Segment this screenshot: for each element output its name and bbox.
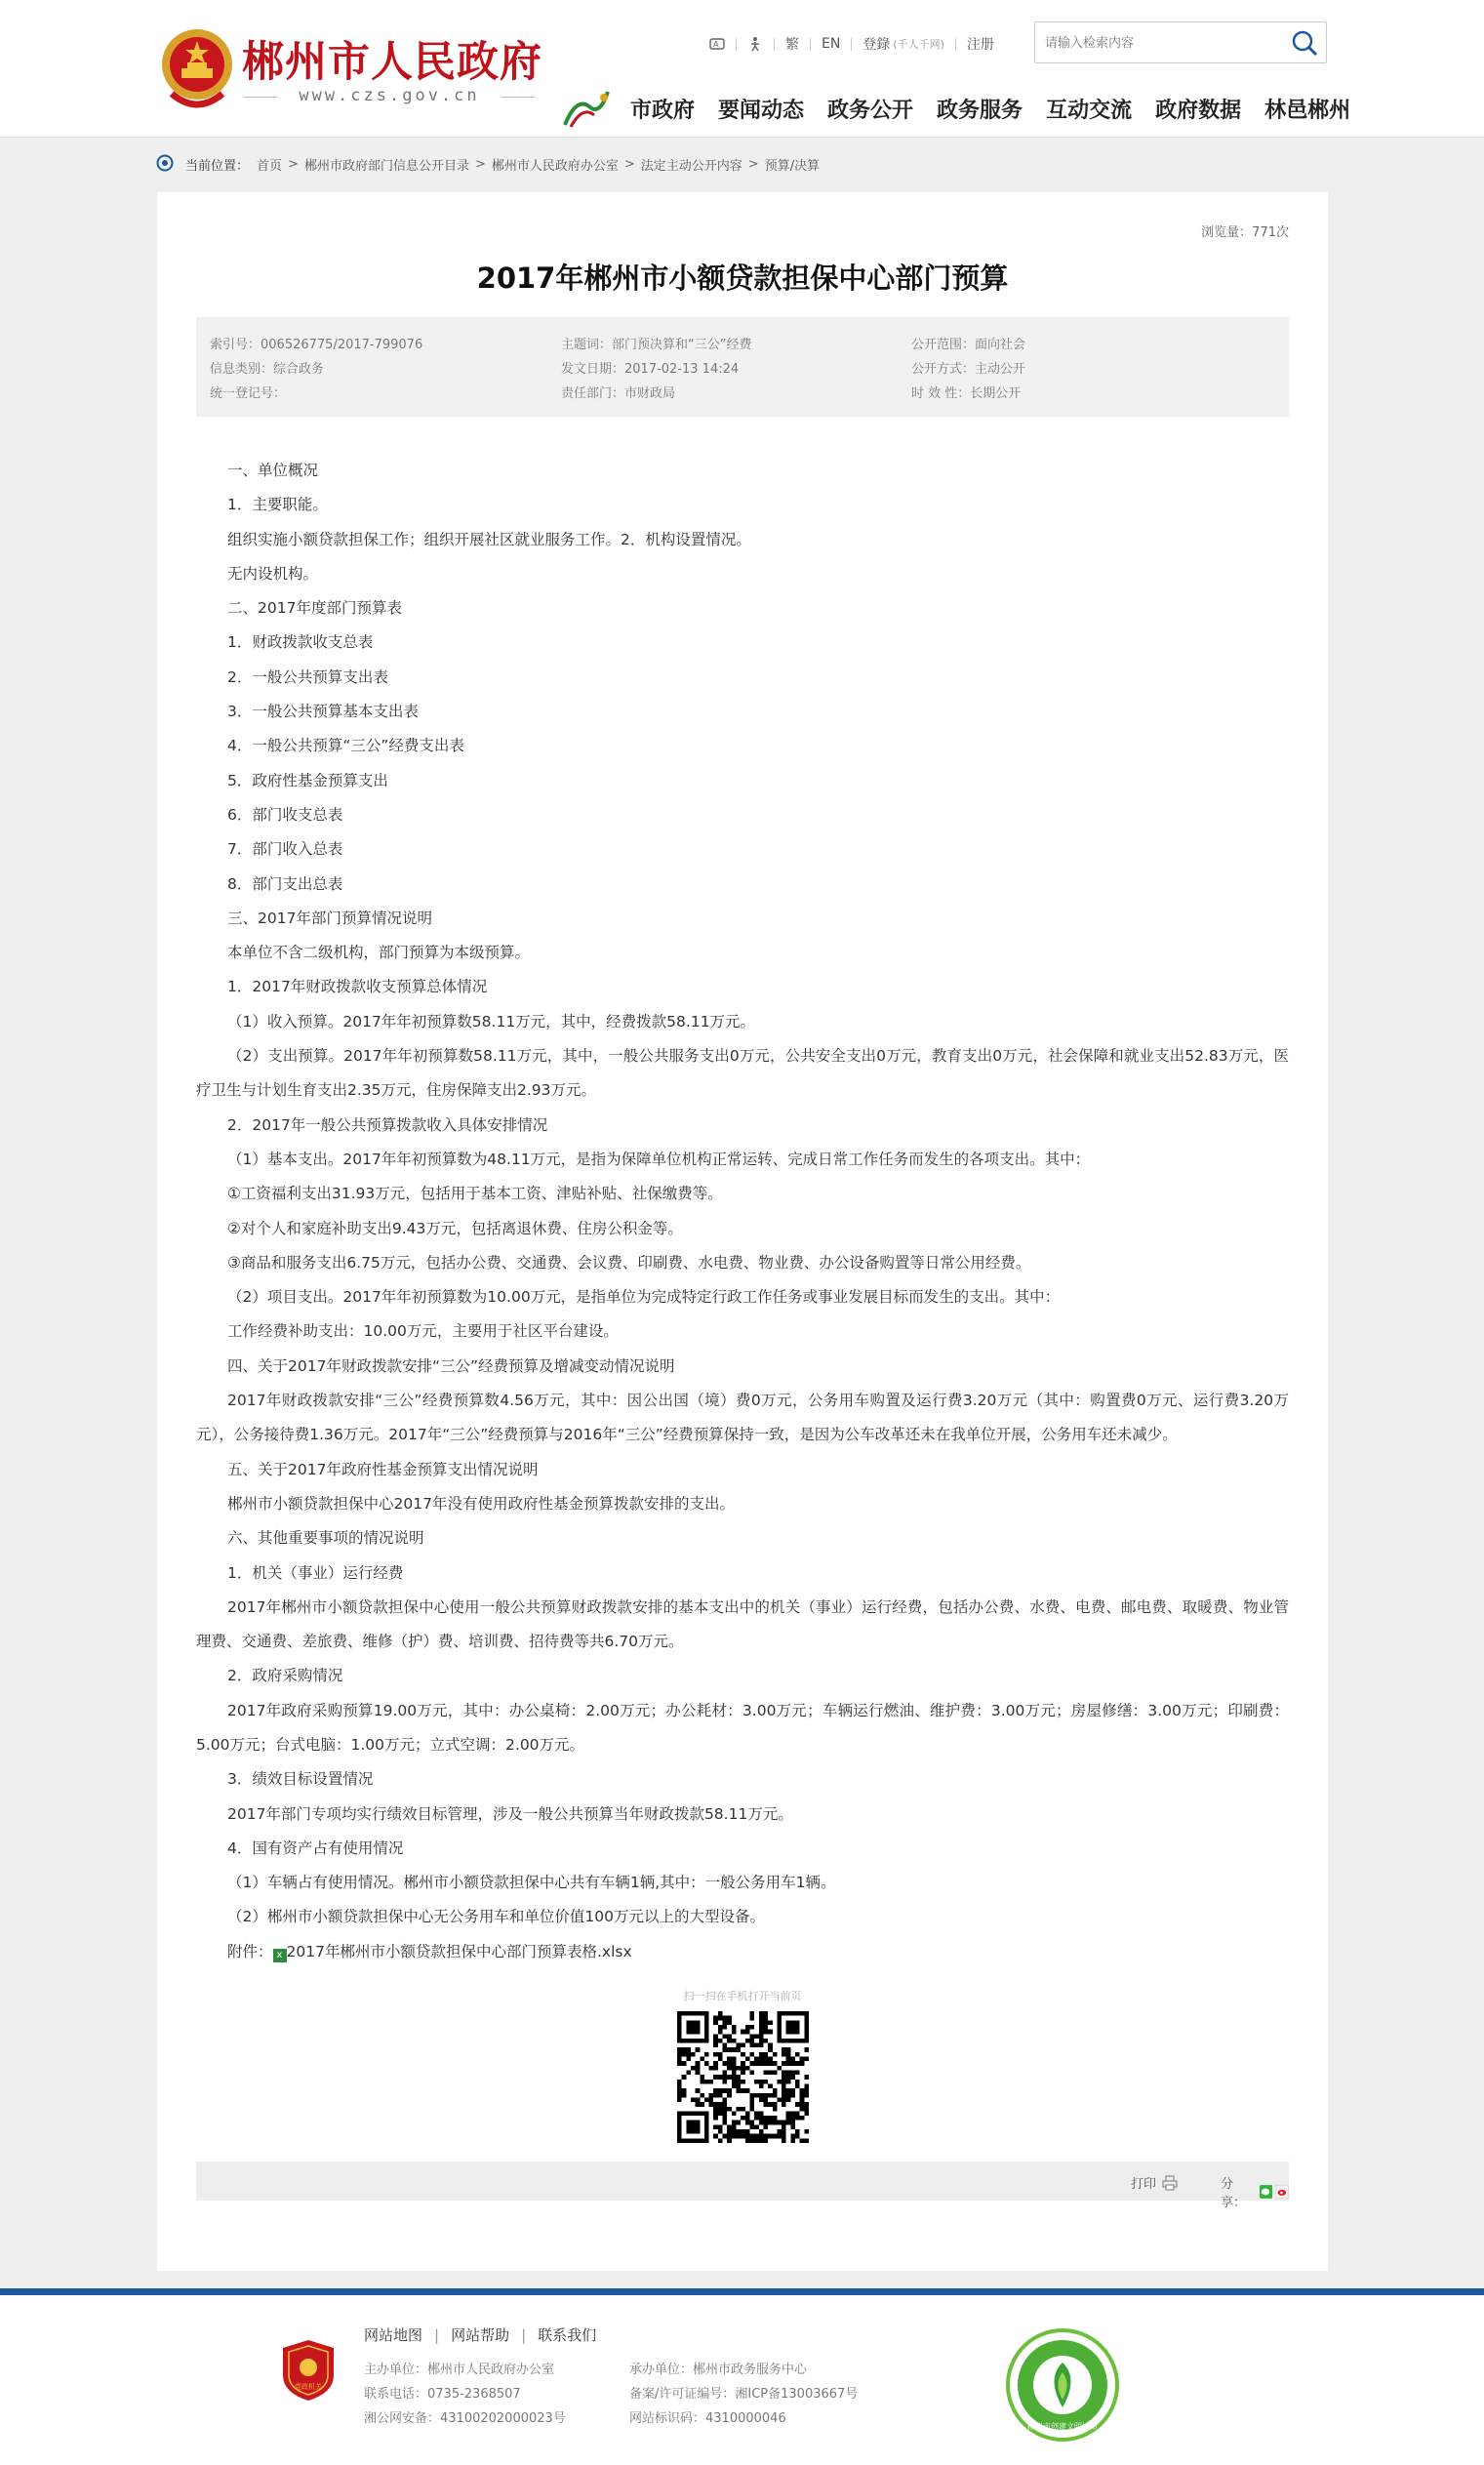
document-metadata bbox=[196, 317, 1289, 417]
body-paragraph: 4．国有资产占有使用情况 bbox=[227, 1839, 404, 1857]
toolbar-divider bbox=[810, 38, 811, 51]
body-paragraph: 4．一般公共预算“三公”经费支出表 bbox=[227, 737, 464, 755]
location-pin-icon bbox=[156, 154, 174, 174]
meta-method: 公开方式：主动公开 bbox=[911, 362, 1026, 377]
body-paragraph: 五、关于2017年政府性基金预算支出情况说明 bbox=[227, 1460, 539, 1478]
body-paragraph: （1）收入预算。2017年年初预算数58.11万元，其中，经费拨款58.11万元。 bbox=[227, 1012, 756, 1030]
breadcrumb-item-home[interactable]: 首页 bbox=[257, 158, 283, 174]
breadcrumb-separator: > bbox=[747, 156, 759, 172]
footer-link-contact[interactable]: 联系我们 bbox=[538, 2326, 597, 2344]
page-title: 2017年郴州市小额贷款担保中心部门预算 bbox=[476, 262, 1009, 295]
body-paragraph: 2017年财政拨款安排“三公”经费预算数4.56万元，其中：因公出国（境）费0万元，公务用车购置及运行费3.20万元（其中：购置费0万元、运行费3.20万元），公务接待费1.36万元。2017年“三公”经费预算与2016年“三公”经费预算保持一致，是因为公车改革还未在我单位开展，公务用车还未减少。 bbox=[196, 1392, 1289, 1444]
nav-item-government[interactable]: 市政府 bbox=[630, 99, 696, 123]
body-paragraph: 2．2017年一般公共预算拨款收入具体安排情况 bbox=[227, 1115, 548, 1134]
breadcrumb-item-statutory[interactable]: 法定主动公开内容 bbox=[640, 158, 742, 174]
site-title[interactable]: 郴州市人民政府 bbox=[242, 38, 542, 87]
share-group bbox=[1221, 2173, 1289, 2210]
site-header bbox=[0, 0, 1484, 138]
meta-department: 责任部门：市财政局 bbox=[561, 386, 676, 401]
body-paragraph: 3．一般公共预算基本支出表 bbox=[227, 703, 419, 721]
meta-scope: 公开范围：面向社会 bbox=[911, 338, 1026, 352]
nav-item-linyi[interactable]: 林邑郴州 bbox=[1264, 99, 1351, 123]
body-paragraph: ①工资福利支出31.93万元，包括用于基本工资、津贴补贴、社保缴费等。 bbox=[227, 1185, 723, 1203]
body-paragraph: 一、单位概况 bbox=[227, 462, 319, 479]
footer-link-sitemap[interactable]: 网站地图 bbox=[364, 2326, 423, 2344]
body-paragraph: ②对个人和家庭补助支出9.43万元，包括离退休费、住房公积金等。 bbox=[227, 1219, 683, 1237]
meta-subject: 主题词：部门预决算和“三公”经费 bbox=[561, 338, 752, 352]
toolbar-divider bbox=[955, 38, 956, 51]
body-paragraph: 三、2017年部门预算情况说明 bbox=[227, 909, 432, 927]
weibo-icon[interactable] bbox=[1275, 2184, 1289, 2200]
toolbar-divider bbox=[774, 38, 775, 51]
accessibility-icon[interactable] bbox=[709, 36, 725, 52]
qr-code bbox=[677, 2011, 809, 2143]
search-icon[interactable] bbox=[1291, 29, 1318, 57]
nav-item-disclosure[interactable]: 政务公开 bbox=[827, 99, 914, 123]
body-paragraph: 组织实施小额贷款担保工作；组织开展社区就业服务工作。2．机构设置情况。 bbox=[227, 530, 751, 548]
login-link[interactable]: 登錄 bbox=[862, 37, 891, 53]
body-paragraph: 2017年政府采购预算19.00万元，其中：办公桌椅：2.00万元；办公耗材：3.00万元；车辆运行燃油、维护费：3.00万元；房屋修缮：3.00万元；印刷费：5.00万元；台式电脑：1.00万元；立式空调：2.00万元。 bbox=[196, 1701, 1289, 1754]
body-paragraph: 3．绩效目标设置情况 bbox=[227, 1770, 374, 1789]
breadcrumb-item-budget[interactable]: 预算/决算 bbox=[764, 158, 821, 174]
body-paragraph: 2．政府采购情况 bbox=[227, 1667, 343, 1685]
site-footer bbox=[0, 2288, 1484, 2465]
nav-item-interaction[interactable]: 互动交流 bbox=[1046, 99, 1133, 123]
breadcrumb-separator: > bbox=[288, 156, 299, 172]
footer-link-divider: | bbox=[521, 2326, 527, 2344]
article-panel bbox=[157, 192, 1328, 2271]
body-paragraph: （2）支出预算。2017年年初预算数58.11万元，其中，一般公共服务支出0万元，公共安全支出0万元，教育支出0万元，社会保障和就业支出52.83万元，医疗卫生与计划生育支出2.35万元，住房保障支出2.93万元。 bbox=[196, 1047, 1289, 1100]
body-paragraph: ③商品和服务支出6.75万元，包括办公费、交通费、会议费、印刷费、水电费、物业费、办公设备购置等日常公用经费。 bbox=[227, 1253, 1031, 1272]
body-paragraph: 无内设机构。 bbox=[227, 564, 319, 583]
article-body bbox=[196, 454, 1289, 1969]
toolbar-divider bbox=[851, 38, 852, 51]
body-paragraph: 工作经费补助支出：10.00万元，主要用于社区平台建设。 bbox=[227, 1322, 619, 1341]
footer-organizer: 承办单位：郴州市政务服务中心 bbox=[629, 2363, 808, 2377]
body-paragraph: 二、2017年度部门预算表 bbox=[227, 599, 402, 618]
breadcrumb-item-office[interactable]: 郴州市人民政府办公室 bbox=[491, 158, 619, 174]
print-label: 打印 bbox=[1131, 2177, 1157, 2192]
search-box bbox=[1034, 21, 1327, 63]
print-button[interactable] bbox=[1131, 2173, 1178, 2192]
footer-site-code: 网站标识码：4310000046 bbox=[629, 2411, 786, 2426]
attachment-link[interactable]: 2017年郴州市小额贷款担保中心部门预算表格.xlsx bbox=[286, 1942, 632, 1960]
body-paragraph: （2）项目支出。2017年年初预算数为10.00万元，是指单位为完成特定行政工作任务或事业发展目标而发生的支出。其中： bbox=[227, 1288, 1061, 1307]
toolbar-divider bbox=[736, 38, 737, 51]
body-paragraph: 郴州市小额贷款担保中心2017年没有使用政府性基金预算拨款安排的支出。 bbox=[227, 1494, 735, 1513]
nav-item-services[interactable]: 政务服务 bbox=[937, 99, 1023, 123]
printer-icon bbox=[1162, 2175, 1178, 2191]
article-actions bbox=[196, 2162, 1289, 2210]
city-logo-icon bbox=[561, 86, 612, 131]
search-input[interactable] bbox=[1045, 31, 1269, 55]
footer-police[interactable]: 湘公网安备：43100202000023号 bbox=[364, 2411, 566, 2426]
national-emblem-icon bbox=[158, 25, 236, 109]
excel-file-icon: x bbox=[273, 1949, 287, 1962]
meta-validity: 时 效 性：长期公开 bbox=[911, 386, 1022, 401]
svg-text:A: A bbox=[713, 40, 719, 49]
body-paragraph: （1）车辆占有使用情况。郴州市小额贷款担保中心共有车辆1辆,其中：一般公务用车1辆。 bbox=[227, 1874, 836, 1892]
body-paragraph: 1．2017年财政拨款收支预算总体情况 bbox=[227, 978, 488, 996]
breadcrumb-item-catalog[interactable]: 郴州市政府部门信息公开目录 bbox=[303, 158, 469, 174]
body-paragraph: 2017年郴州市小额贷款担保中心使用一般公共预算财政拨款安排的基本支出中的机关（事业）运行经费，包括办公费、水费、电费、邮电费、取暖费、物业管理费、交通费、差旅费、维修（护）费、培训费、招待费等共6.70万元。 bbox=[196, 1597, 1289, 1651]
nav-item-news[interactable]: 要闻动态 bbox=[718, 99, 805, 123]
register-link[interactable]: 注册 bbox=[966, 37, 994, 53]
wechat-icon[interactable] bbox=[1260, 2184, 1273, 2200]
top-toolbar bbox=[709, 33, 994, 55]
meta-issue-date: 发文日期：2017-02-13 14:24 bbox=[561, 362, 740, 377]
view-count: 浏览量：771次 bbox=[1201, 225, 1289, 240]
body-paragraph: 6．部门收支总表 bbox=[227, 805, 343, 824]
body-paragraph: 四、关于2017年财政拨款安排“三公”经费预算及增减变动情况说明 bbox=[227, 1356, 675, 1375]
body-paragraph: 1．机关（事业）运行经费 bbox=[227, 1563, 404, 1582]
body-paragraph: 六、其他重要事项的情况说明 bbox=[227, 1529, 424, 1548]
body-paragraph: 8．部门支出总表 bbox=[227, 874, 343, 893]
elder-mode-icon[interactable] bbox=[747, 36, 763, 52]
login-note: (千人千网) bbox=[893, 38, 944, 51]
footer-info bbox=[364, 2358, 858, 2431]
breadcrumb-separator: > bbox=[623, 156, 635, 172]
civ-badge-text: 郴州市创建文明城市 bbox=[1027, 2422, 1098, 2431]
attachment-label: 附件： bbox=[227, 1942, 273, 1960]
footer-link-help[interactable]: 网站帮助 bbox=[451, 2326, 510, 2344]
body-paragraph: 本单位不含二级机构，部门预算为本级预算。 bbox=[227, 944, 531, 962]
main-nav bbox=[630, 94, 1350, 124]
breadcrumb-label: 当前位置： bbox=[185, 158, 250, 174]
meta-unified-no: 统一登记号： bbox=[210, 386, 287, 401]
meta-info-category: 信息类别：综合政务 bbox=[210, 362, 325, 377]
traditional-chinese-link[interactable]: 繁 bbox=[785, 37, 799, 53]
gov-agency-badge-icon[interactable] bbox=[281, 2338, 336, 2403]
qr-caption: 扫一扫在手机打开当前页 bbox=[683, 1990, 802, 2002]
nav-item-data[interactable]: 政府数据 bbox=[1155, 99, 1242, 123]
english-link[interactable]: EN bbox=[822, 36, 841, 52]
footer-links bbox=[364, 2324, 596, 2345]
footer-phone: 联系电话：0735-2368507 bbox=[364, 2387, 521, 2402]
body-paragraph: 2．一般公共预算支出表 bbox=[227, 667, 388, 686]
body-paragraph: （2）郴州市小额贷款担保中心无公务用车和单位价值100万元以上的大型设备。 bbox=[227, 1908, 765, 1926]
footer-link-divider: | bbox=[434, 2326, 440, 2344]
body-paragraph: 7．部门收入总表 bbox=[227, 840, 343, 859]
body-paragraph: （1）基本支出。2017年年初预算数为48.11万元，是指为保障单位机构正常运转、完成日常工作任务而发生的各项支出。其中： bbox=[227, 1150, 1091, 1168]
body-paragraph: 5．政府性基金预算支出 bbox=[227, 771, 388, 789]
attachment-row bbox=[196, 1935, 1289, 1969]
share-label: 分享： bbox=[1221, 2177, 1247, 2210]
body-paragraph: 1．财政拨款收支总表 bbox=[227, 633, 374, 652]
body-paragraph: 1．主要职能。 bbox=[227, 496, 328, 514]
meta-index-no: 索引号：006526775/2017-799076 bbox=[210, 338, 423, 352]
footer-sponsor: 主办单位：郴州市人民政府办公室 bbox=[364, 2363, 555, 2377]
breadcrumb bbox=[156, 154, 820, 174]
civilized-city-badge-icon[interactable] bbox=[1005, 2327, 1120, 2443]
footer-icp[interactable]: 备案/许可证编号：湘ICP备13003667号 bbox=[629, 2387, 859, 2402]
site-domain: www.czs.gov.cn bbox=[244, 86, 535, 105]
gov-badge-text: 党政机关 bbox=[295, 2383, 322, 2391]
breadcrumb-separator: > bbox=[474, 156, 486, 172]
body-paragraph: 2017年部门专项均实行绩效目标管理，涉及一般公共预算当年财政拨款58.11万元。 bbox=[227, 1804, 793, 1823]
